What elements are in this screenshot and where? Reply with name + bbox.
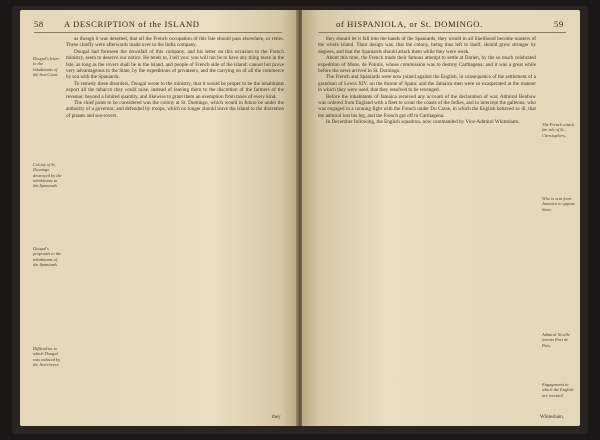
paragraph: About this time, the French made their famous attempt to settle at Darien, by the so much celebrated expedition of Mons. de Pointis, whose commission was to destroy Carthagena; and it was a great while before the news arrived in St. Domingo. — [318, 55, 536, 75]
left-header-rule — [34, 32, 282, 33]
right-margin-note: The French attack the isle of St. Christophers. — [542, 122, 575, 138]
paragraph: they should let it fall into the hands of the Spaniards, they would in all likelihood become masters of the whole island. Their design was, that the colony, being thus left to itself, should grow stronger by degrees, and that the Spaniards should attack them while they were weak. — [318, 36, 536, 55]
right-header-rule — [318, 32, 566, 33]
right-page-header: of HISPANIOLA, or St. DOMINGO. — [336, 19, 483, 29]
left-page-body — [66, 36, 284, 119]
left-page-header: A DESCRIPTION of the ISLAND — [64, 19, 200, 29]
paragraph: Dougal had foreseen the downfall of this company, and his letter on this occasion to the French ministry, seem to deserve our notice. He tends to, I tell you: you will not be to have any thing more in the Isle, as long as the rovers shall be in the island, and people of French side of the island; cannot but prove very advantageous to the State, by the expeditions of privateers, and the carrying on of all the commerce by sea with the Spaniards. — [66, 48, 284, 81]
left-catchword: they — [272, 415, 281, 420]
right-page-number: 59 — [554, 19, 564, 29]
paragraph: The chief point to be considered was the colony at St. Domingo, which would in future be under the authority of a governor, and defended by troops, which no longer should leave the island to the discretion of pirates and sea-rovers. — [66, 100, 284, 119]
right-page — [302, 10, 580, 426]
right-margin-note: Admiral Neville invests Port de Paix. — [542, 332, 570, 348]
right-margin-note: Who is sent from Jamaica to oppose them. — [542, 196, 575, 212]
right-margin-note: Engagement in which the English are worsted. — [542, 382, 574, 398]
paragraph: as though it was deserted, that all the French occupation of this Isle should pass elsewhere, or retire. These chiefly were afterwards made over to the India company. — [66, 36, 284, 49]
paragraph: In December following, the English squadron, now commanded by Vice-Admiral Whitesham, — [326, 119, 520, 126]
paragraph: To remedy these disorders, Dougal wrote to the ministry, that it would be proper to be the inhabitants export all the tobacco they could raise, instead of leaving them to the discretion of the farmers of the revenue; beyond a limited quantity, and likewise to grant them an exemption from taxes of every kind. — [66, 80, 284, 100]
paragraph: Before the inhabitants of Jamaica received any account of the declaration of war, Admiral Benbow was ordered from England with a fleet to scour the coasts of the Indies, and to intercept the galleons; who was engaged in a running fight with the French under Du Casse, in which the English behaved so ill, that the admiral lost his leg, and the French got off to Carthagena. — [318, 93, 536, 119]
left-margin-note: Difficulties to which Dougal was reduced by the Sea-rovers. — [33, 346, 61, 367]
left-margin-note: Colony of St. Domingo destroyed by the inhabitants in the Spaniards. — [33, 162, 62, 189]
left-page — [20, 10, 298, 426]
left-margin-note: Dougal's letter to the Inhabitants of the Sea-Coast. — [33, 56, 60, 77]
right-catchword: Whitesham, — [540, 415, 565, 420]
left-margin-note: Dougal's proposals to the inhabitants of the Spaniards. — [33, 246, 62, 267]
right-page-body — [318, 36, 536, 126]
left-page-number: 58 — [34, 19, 44, 29]
paragraph: The French and Spaniards were now joined against the English, in consequence of the settlement of a grandson of Lewis XIV. on the throne of Spain; and the Jamaica men were so exasperated at the manner in which they were used, that they resolved to be revenged. — [318, 74, 536, 94]
